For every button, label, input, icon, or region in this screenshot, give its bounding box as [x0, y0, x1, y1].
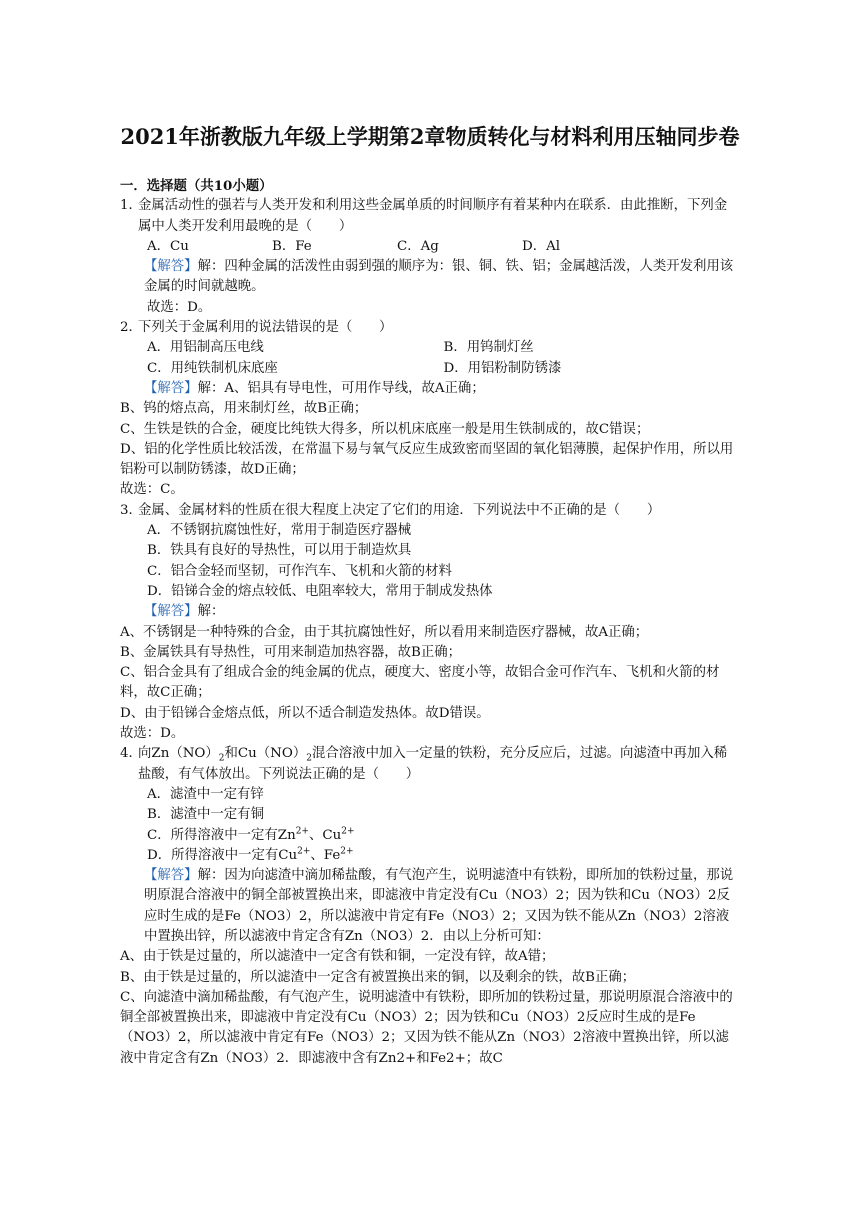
answer-tag: 【解答】	[144, 380, 198, 396]
q3-answer-line-b: B、金属铁具有导热性，可用来制造加热容器，故B正确；	[120, 644, 462, 660]
subscript: 2	[306, 753, 313, 764]
option-b: B．Fe	[272, 238, 312, 254]
question-number: 1．	[120, 198, 142, 214]
question-stem	[138, 744, 740, 785]
question-1	[120, 196, 740, 237]
answer-tag: 【解答】	[144, 604, 198, 620]
stem-part: 向Zn（NO	[138, 746, 206, 762]
question-stem: 下列关于金属利用的说法错误的是（ ）	[138, 320, 393, 336]
option-text: 、Cu	[308, 827, 342, 843]
answer-tag: 【解答】	[144, 868, 198, 884]
option-b: B．滤渣中一定有铜	[147, 807, 264, 823]
q3-choice: 故选：D。	[120, 726, 185, 742]
answer-tag: 【解答】	[144, 259, 198, 275]
option-c: C．用纯铁制机床底座	[147, 360, 278, 376]
option-c: C．铝合金轻而坚韧，可作汽车、飞机和火箭的材料	[147, 563, 452, 579]
option-b: B．用钨制灯丝	[443, 340, 534, 356]
question-number: 3．	[120, 502, 142, 518]
stem-part: 和Cu（NO	[224, 746, 293, 762]
q3-answer-line-d: D、由于铅锑合金熔点低，所以不适合制造发热体。故D错误。	[120, 705, 490, 721]
option-d	[120, 846, 740, 866]
question-3	[120, 501, 740, 521]
q1-options	[120, 237, 740, 257]
question-stem: 金属活动性的强若与人类开发和利用这些金属单质的时间顺序有着某种内在联系．由此推断，下列金属中人类开发利用最晚的是（ ）	[138, 198, 728, 234]
question-number: 4．	[120, 746, 142, 762]
stem-part: ）	[205, 746, 219, 762]
superscript: 2+	[341, 826, 355, 837]
q1-choice: 故选：D。	[147, 299, 212, 315]
q3-answer	[120, 602, 740, 622]
option-d: D．用铝粉制防锈漆	[443, 360, 562, 376]
document-body	[120, 176, 740, 1069]
q1-answer	[120, 257, 740, 298]
answer-text: 解：四种金属的活泼性由弱到强的顺序为：银、铜、铁、铝；金属越活泼，人类开发利用该金属的时间就越晚。	[144, 259, 734, 295]
option-c: C．Ag	[397, 238, 439, 254]
q2-answer	[120, 379, 740, 399]
answer-text: 解：A、铝具有导电性，可用作导线，故A正确；	[197, 380, 485, 396]
option-text: 、Fe	[310, 847, 341, 863]
question-4	[120, 744, 740, 785]
q4-answer-line-c: C、向滤渣中滴加稀盐酸，有气泡产生，说明滤渣中有铁粉，即所加的铁粉过量，那说明原混合溶液中的铜全部被置换出来，即滤液中肯定没有Cu（NO3）2；因为铁和Cu（NO3）2反应时生成的是Fe（NO3）2，所以滤液中肯定有Fe（NO3）2；又因为铁不能从Zn（NO3）2溶液中置换出锌，所以滤液中肯定含有Zn（NO3）2．即滤液中含有Zn2+和Fe2+；故C	[120, 989, 733, 1066]
q2-options-row2	[120, 359, 740, 379]
superscript: 2+	[340, 846, 354, 857]
q3-answer-line-c: C、铝合金具有了组成合金的纯金属的优点，硬度大、密度小等，故铝合金可作汽车、飞机和火箭的材料，故C正确；	[120, 665, 720, 701]
option-a: A．Cu	[147, 238, 189, 254]
option-a: A．用铝制高压电线	[147, 340, 264, 356]
q2-answer-line-c: C、生铁是铁的合金，硬度比纯铁大得多，所以机床底座一般是用生铁制成的，故C错误；	[120, 421, 650, 437]
section-heading: 一．选择题（共10小题）	[120, 178, 273, 194]
superscript: 2+	[295, 826, 309, 837]
option-text: C．所得溶液中一定有Zn	[147, 827, 296, 843]
question-2	[120, 318, 740, 338]
stem-part: 混合溶液中加入一定量的铁粉，充分反应后，过滤。向滤渣中再加入稀盐酸，有气体放出。下列说法正确的是（ ）	[138, 746, 728, 782]
stem-part: ）	[292, 746, 307, 762]
answer-text: 解：	[197, 604, 225, 620]
q2-answer-line-b: B、钨的熔点高，用来制灯丝，故B正确；	[120, 401, 368, 417]
q2-options-row1	[120, 338, 740, 358]
option-c	[120, 826, 740, 846]
option-text: D．所得溶液中一定有Cu	[147, 847, 298, 863]
q4-answer-line-b: B、由于铁是过量的，所以滤渣中一定含有被置换出来的铜，以及剩余的铁，故B正确；	[120, 969, 636, 985]
q2-choice: 故选：C。	[120, 482, 184, 498]
q4-answer-line-a: A、由于铁是过量的，所以滤渣中一定含有铁和铜，一定没有锌，故A错；	[120, 949, 555, 965]
question-number: 2．	[120, 320, 142, 336]
question-stem: 金属、金属材料的性质在很大程度上决定了它们的用途．下列说法中不正确的是（ ）	[138, 502, 661, 518]
answer-text: 解：因为向滤渣中滴加稀盐酸，有气泡产生，说明滤渣中有铁粉，即所加的铁粉过量，那说明原混合溶液中的铜全部被置换出来，即滤液中肯定没有Cu（NO3）2；因为铁和Cu（NO3）2反应时生成的是Fe（NO3）2，所以滤液中肯定有Fe（NO3）2；又因为铁不能从Zn（NO3）2溶液中置换出锌，所以滤液中肯定含有Zn（NO3）2．由以上分析可知：	[144, 868, 734, 944]
option-d: D．铅锑合金的熔点较低、电阻率较大，常用于制成发热体	[147, 583, 493, 599]
subscript: 2	[218, 753, 225, 764]
q4-answer	[120, 866, 740, 947]
q2-answer-line-d: D、铝的化学性质比较活泼，在常温下易与氧气反应生成致密而坚固的氧化铝薄膜，起保护作用，所以用铝粉可以制防锈漆，故D正确；	[120, 441, 734, 478]
option-a: A．不锈钢抗腐蚀性好，常用于制造医疗器械	[147, 523, 412, 539]
option-d: D．Al	[522, 238, 561, 254]
option-b: B．铁具有良好的导热性，可以用于制造炊具	[147, 543, 412, 559]
q3-answer-line-a: A、不锈钢是一种特殊的合金，由于其抗腐蚀性好，所以看用来制造医疗器械，故A正确；	[120, 624, 649, 640]
document-title: 2021年浙教版九年级上学期第2章物质转化与材料利用压轴同步卷	[120, 124, 740, 149]
option-a: A．滤渣中一定有锌	[147, 786, 264, 802]
superscript: 2+	[297, 846, 311, 857]
